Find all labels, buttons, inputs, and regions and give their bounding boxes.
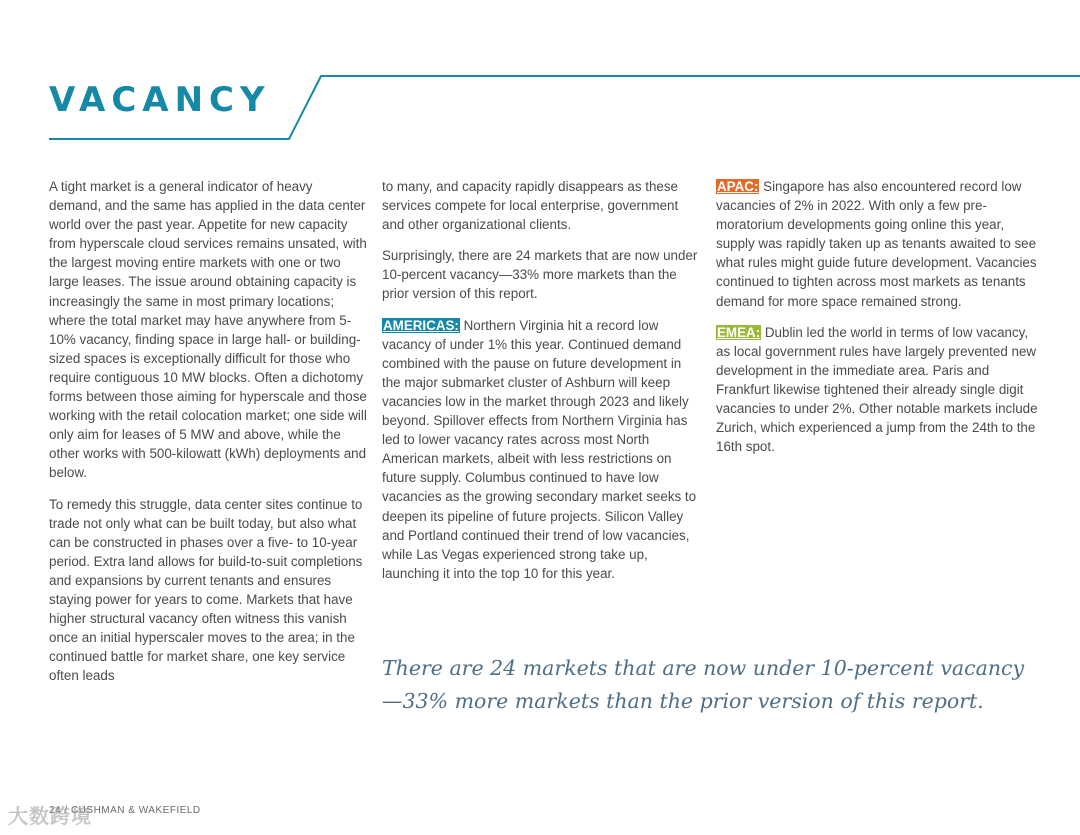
americas-text: Northern Virginia hit a record low vacancy of under 1% this year. Continued demand combined with the pause on future development in the major submarket cluster of Ashburn will keep vacancies low in the market through 2023 and likely beyond. Spillover effects from Northern Virginia has led to lower vacancy rates across most North American markets, albeit with less restrictions on future supply. Columbus continued to have low vacancies as the growing secondary market seeks to deepen its pipeline of future projects. Silicon Valley and Portland continued their trend of low vacancies, while Las Vegas experienced strong take up, launching it into the top 10 for this year. bbox=[382, 317, 697, 581]
pull-quote: There are 24 markets that are now under 10-percent vacancy—33% more markets than the prior version of this report. bbox=[382, 656, 1025, 713]
emea-paragraph bbox=[716, 323, 1038, 457]
watermark-logo: 大数跨境 bbox=[8, 806, 92, 828]
column-2 bbox=[382, 177, 700, 595]
americas-label: AMERICAS: bbox=[383, 317, 459, 333]
continued-paragraph: to many, and capacity rapidly disappears as these services compete for local enterprise, government and other organizational clients. bbox=[382, 179, 679, 233]
emea-label: EMEA: bbox=[717, 324, 761, 340]
remedy-paragraph: To remedy this struggle, data center sites continue to trade not only what can be built today, but also what can be constructed in phases over a five- to 10-year period. Extra land allows for build-to-suit completions and expansions by current tenants and ensures staying power for years to come. Markets that have higher structural vacancy often witness this vanish once an initial hyperscaler moves to the area; in the continued battle for market share, one key service often leads bbox=[49, 496, 363, 684]
page-title: VACANCY bbox=[49, 80, 271, 120]
apac-paragraph bbox=[716, 177, 1038, 311]
surprising-paragraph: Surprisingly, there are 24 markets that are now under 10-percent vacancy—33% more markets than the prior version of this report. bbox=[382, 248, 698, 302]
header-rule bbox=[0, 0, 1080, 150]
column-1 bbox=[49, 177, 367, 697]
intro-paragraph: A tight market is a general indicator of heavy demand, and the same has applied in the data center world over the past year. Appetite for new capacity from hyperscale cloud services remains unsated, with the largest moving entire markets with one or two large leases. The issue around obtaining capacity is increasingly the same in most primary locations; where the total market may have anywhere from 5-10% vacancy, finding space in large hall- or building-sized spaces is exceptionally difficult for those who require contiguous 10 MW blocks. Often a dichotomy forms between those aiming for hyperscale and those working with the retail colocation market; one side will only aim for leases of 5 MW and above, while the other works with 500-kilowatt (kWh) deployments and below. bbox=[49, 179, 367, 481]
apac-label: APAC: bbox=[717, 179, 759, 194]
column-3 bbox=[716, 177, 1038, 468]
page-footer: 24 / CUSHMAN & WAKEFIELD bbox=[49, 805, 201, 816]
apac-text: Singapore has also encountered record low vacancies of 2% in 2022. With only a few pre-moratorium developments going online this year, supply was rapidly taken up as tenants awaited to see what rules might guide future development. Vacancies continued to tighten across most markets as tenants demand for more space remained strong. bbox=[716, 179, 1037, 309]
emea-text: Dublin led the world in terms of low vacancy, as local government rules have largely prevented new development in the immediate area. Paris and Frankfurt likewise tightened their already single digit vacancies to under 2%. Other notable markets include Zurich, which experienced a jump from the 24th to the 16th spot. bbox=[716, 324, 1038, 455]
americas-paragraph bbox=[382, 316, 700, 583]
